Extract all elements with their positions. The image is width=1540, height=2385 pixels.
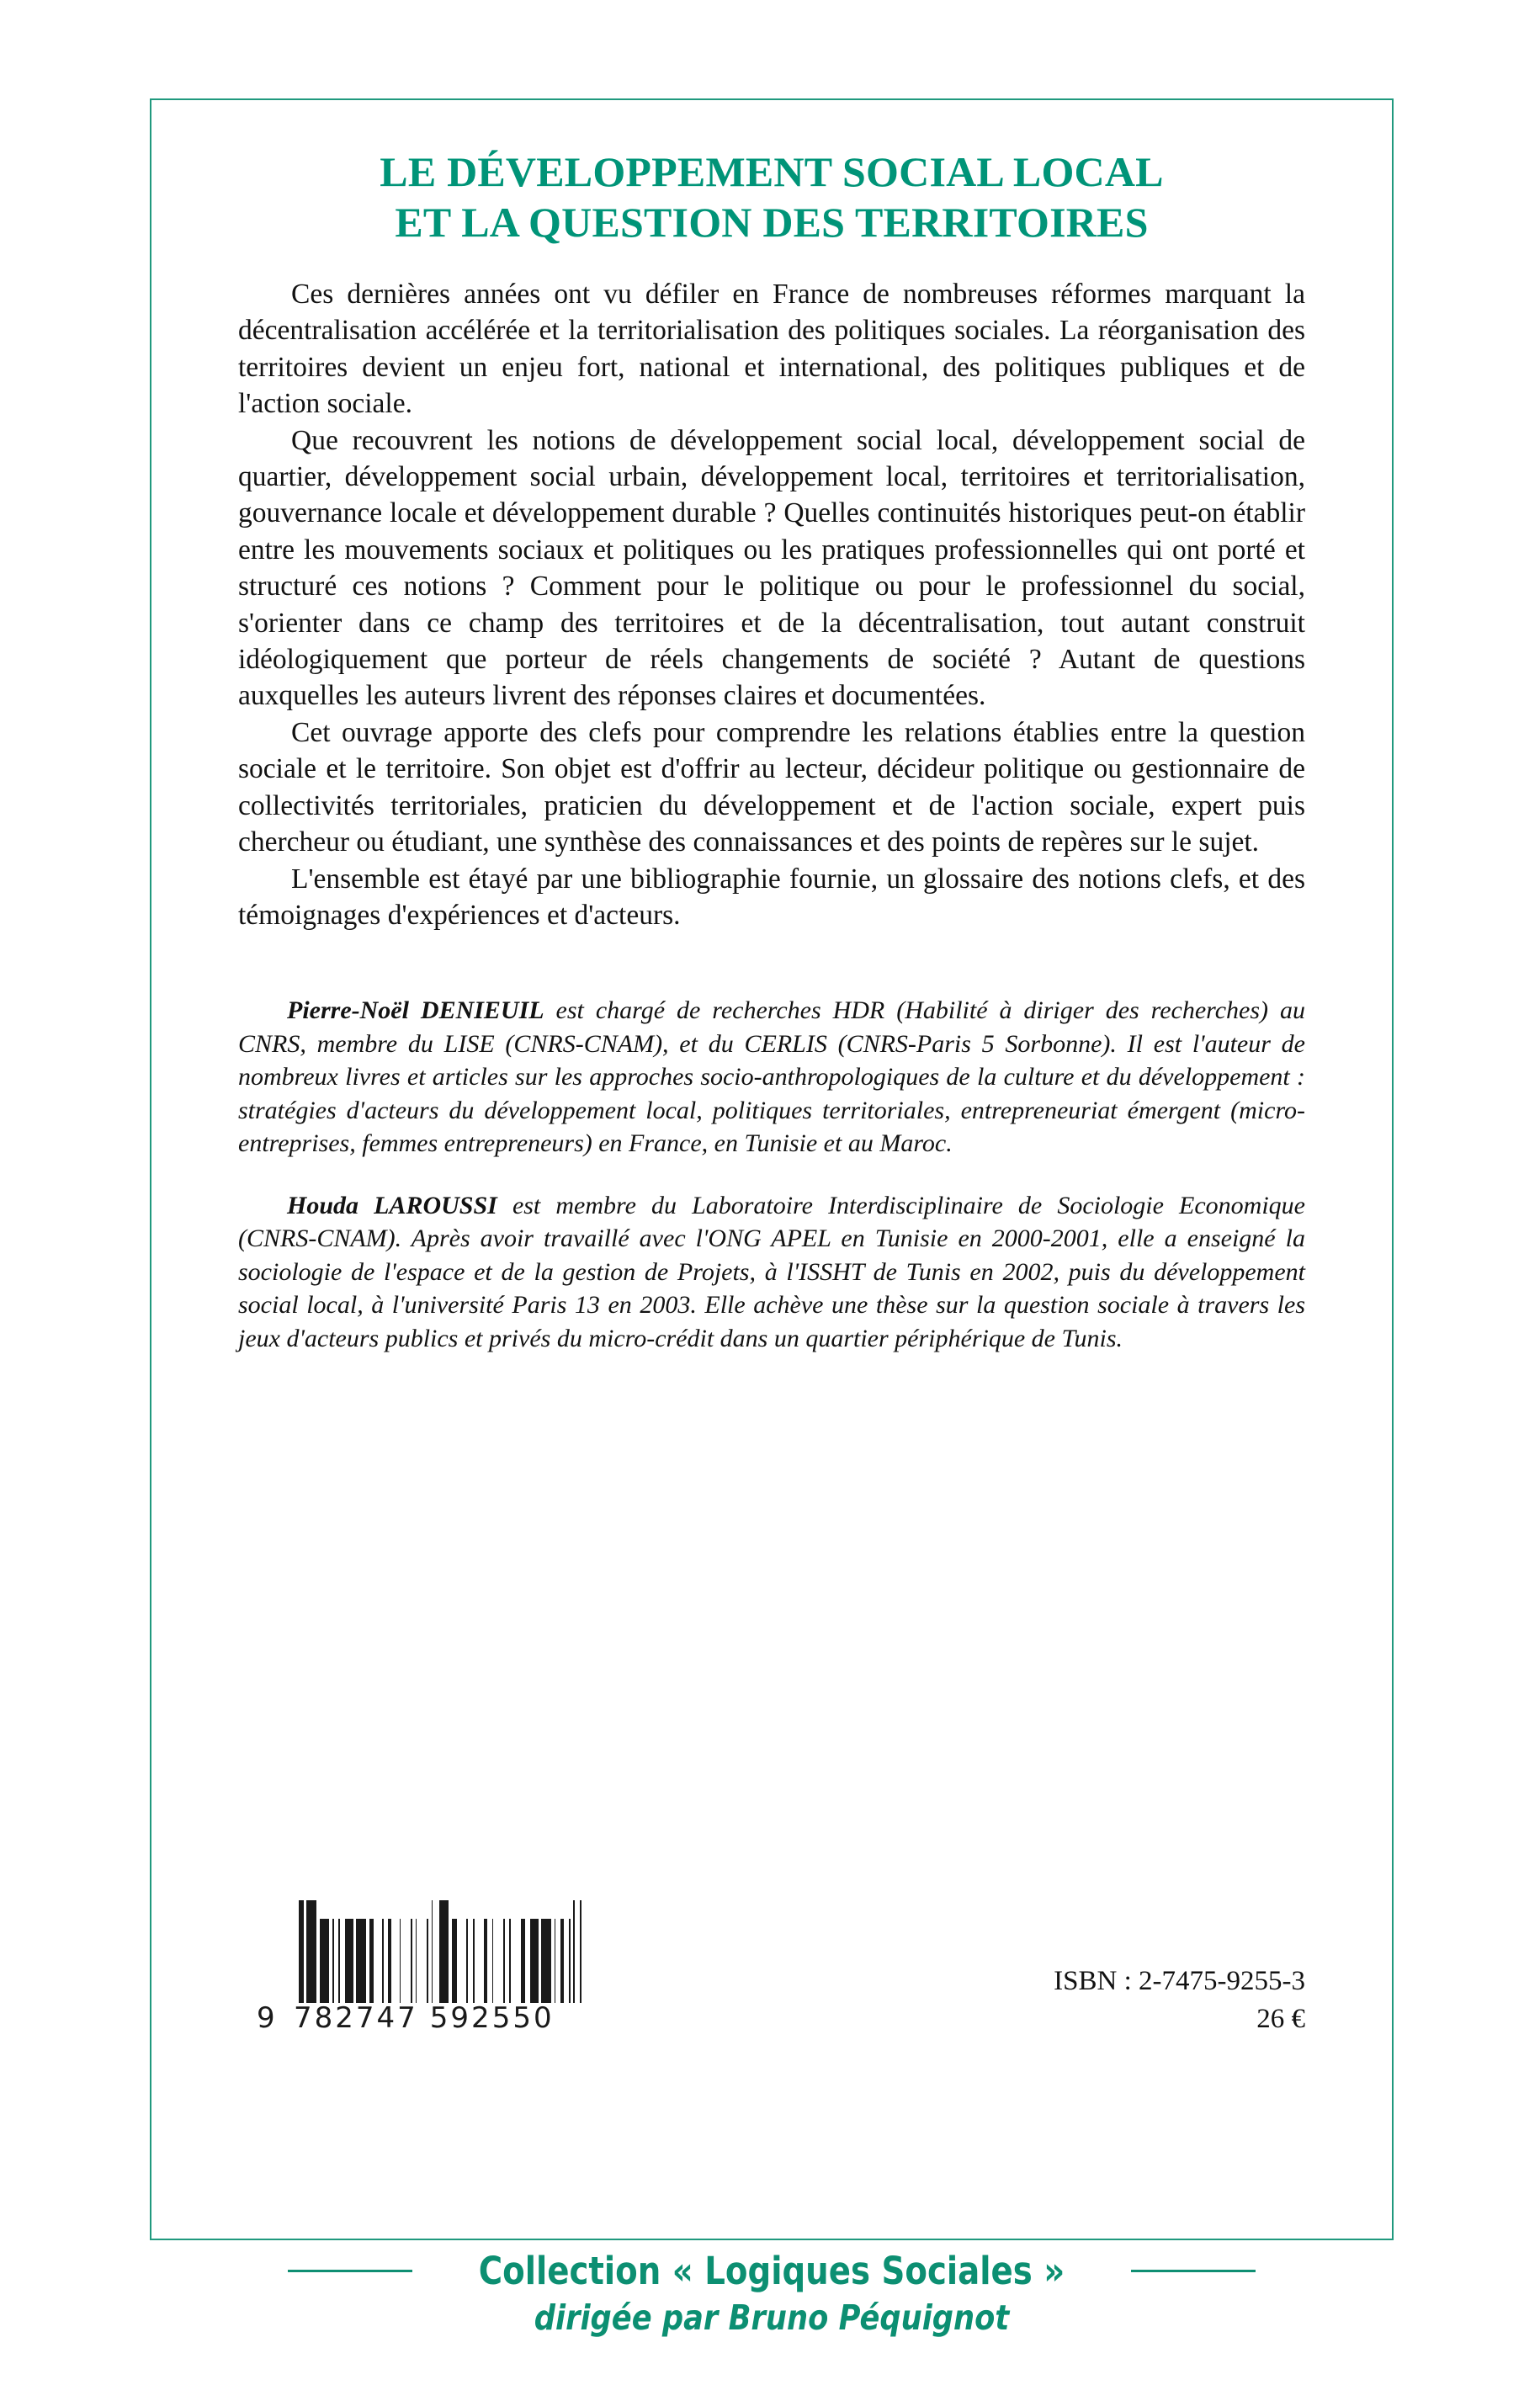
barcode-bar [439, 1900, 449, 2003]
page-title [238, 147, 1305, 247]
blurb-paragraph: Cet ouvrage apporte des clefs pour comprendre les relations établies entre la question sociale et le territoire. Son objet est d'offrir au lecteur, décideur politique ou gestionnaire de collectivités territoriales, praticien du développement et de l'action sociale, expert puis chercheur ou étudiant, une synthèse des connaissances et des points de repères sur le sujet. [238, 716, 1305, 858]
blurb-paragraph: L'ensemble est étayé par une bibliographie fournie, un glossaire des notions clefs, et des témoignages d'expériences et d'acteurs. [238, 863, 1305, 931]
footer-rule-right [1131, 2270, 1256, 2272]
barcode-bar [417, 1919, 426, 2003]
title-line-1: LE DÉVELOPPEMENT SOCIAL LOCAL [380, 148, 1164, 195]
price-label: 26 € [1256, 2004, 1305, 2034]
barcode-bar [493, 1919, 502, 2003]
barcode-bar [401, 1919, 410, 2003]
author-bio-text: est chargé de recherches HDR (Habilité à diriger des recherches) au CNRS, membre du LISE (CNRS-CNAM), et du CERLIS (CNRS-Paris 5 Sorbonne). Il est l'auteur de nombreux livres et articles sur les approches socio-anthropologiques de la culture et du développement : stratégies d'acteurs du développement local, politiques territoriales, entrepreneuriat émergent (micro-entreprises, femmes entrepreneurs) en France, en Tunisie et au Maroc. [238, 996, 1305, 1158]
barcode-bar [541, 1919, 550, 2003]
barcode-bar [391, 1919, 400, 2003]
author-name: Pierre-Noël DENIEUIL [287, 996, 544, 1025]
author-name: Houda LAROUSSI [287, 1191, 497, 1219]
author-bio-text: est membre du Laboratoire Interdisciplinaire de Sociologie Economique (CNRS-CNAM). Après avoir travaillé avec l'ONG APEL en Tunisie en 2000-2001, elle a enseigné la sociologie de l'espace et de la gestion de Projets, à l'ISSHT de Tunis en 2002, puis du développement social local, à l'université Paris 13 en 2003. Elle achève une thèse sur la question sociale à travers les jeux d'acteurs publics et privés du micro-crédit dans un quartier périphérique de Tunis. [238, 1191, 1305, 1352]
barcode-bar [530, 1919, 539, 2003]
barcode-digits [257, 2001, 619, 2035]
barcode-bar [580, 1900, 581, 2003]
isbn-barcode-block [238, 1919, 1305, 2087]
barcode [257, 1919, 619, 2035]
footer-rule-row [150, 2249, 1394, 2293]
isbn-label: ISBN : 2-7475-9255-3 [1054, 1966, 1305, 1996]
isbn-info [1054, 1963, 1305, 2038]
barcode-bar [433, 1919, 439, 2003]
barcode-bar [511, 1919, 520, 2003]
collection-director: dirigée par Bruno Péquignot [534, 2297, 1010, 2338]
blurb-paragraph: Que recouvrent les notions de développement social local, développement social de quartier, développement social urbain, développement local, territoires et territorialisation, gouvernance locale et développement durable ? Quelles continuités historiques peut-on établir entre les mouvements sociaux et politiques ou les pratiques professionnelles qui ont porté et structuré ces notions ? Comment pour le politique ou pour le professionnel du social, s'orienter dans ce champ des territoires et de la décentralisation, tout autant construit idéologiquement que porteur de réels changements de société ? Autant de questions auxquelles les auteurs livrent des réponses claires et documentées. [238, 424, 1305, 712]
cover-content [238, 147, 1305, 1355]
barcode-bar [345, 1919, 353, 2003]
barcode-lead-digit: 9 [257, 2001, 278, 2035]
barcode-bar [356, 1919, 365, 2003]
barcode-group-2: 592550 [429, 2001, 555, 2035]
title-line-2: ET LA QUESTION DES TERRITOIRES [395, 198, 1149, 246]
blurb-paragraph: Ces dernières années ont vu défiler en France de nombreuses réformes marquant la décentralisation accélérée et la territorialisation des politiques sociales. La réorganisation des territoires devient un enjeu fort, national et international, des politiques publiques et de l'action sociale. [238, 279, 1305, 420]
barcode-bars [299, 1919, 619, 2003]
barcode-bar [306, 1900, 316, 2003]
author-bio [238, 994, 1305, 1161]
barcode-bar [457, 1919, 466, 2003]
author-bios [238, 994, 1305, 1355]
author-bio [238, 1189, 1305, 1356]
barcode-group-1: 782747 [294, 2001, 418, 2035]
blurb-text [238, 276, 1305, 933]
footer-rule-left [288, 2270, 412, 2272]
barcode-bar [475, 1919, 484, 2003]
collection-footer [150, 2249, 1394, 2338]
collection-name: Collection « Logiques Sociales » [478, 2249, 1065, 2293]
barcode-bar [320, 1919, 329, 2003]
barcode-bar [374, 1919, 382, 2003]
